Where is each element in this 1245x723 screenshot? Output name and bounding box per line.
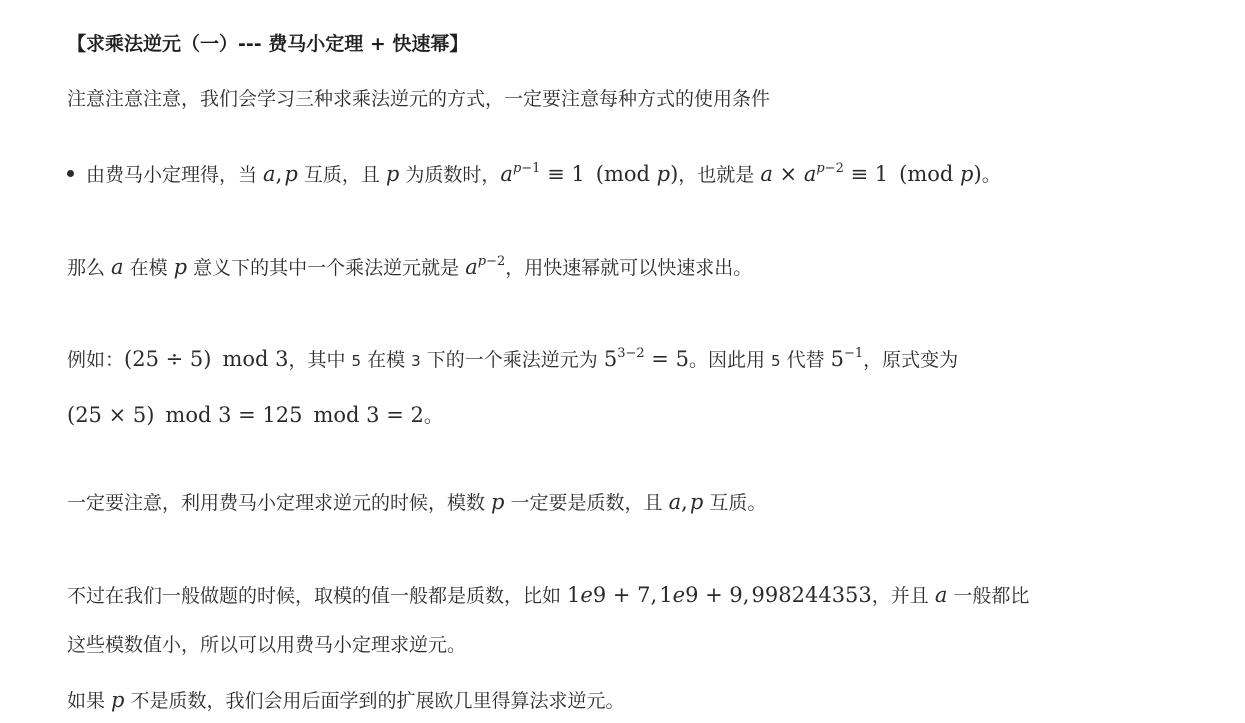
math-inverse-congruence: $a \times a^{p-2} \equiv 1$ (mod p): [760, 161, 982, 186]
warning-paragraph: 一定要注意，利用费马小定理求逆元的时候，模数 p 一定要是质数，且 a, p 互质。: [67, 490, 767, 514]
math-p: p: [491, 490, 505, 514]
math-fermat-congruence: $a^{p-1} \equiv 1$ (mod p): [500, 161, 679, 186]
intro-paragraph: 注意注意注意，我们会学习三种求乘法逆元的方式，一定要注意每种方式的使用条件: [67, 88, 771, 110]
note-paragraph-line-2: 这些模数值小，所以可以用费马小定理求逆元。: [67, 634, 467, 656]
last-paragraph: 如果 p 不是质数，我们会用后面学到的扩展欧几里得算法求逆元。: [67, 688, 625, 712]
math-5-pow-minus-1: $5^{-1}$: [830, 346, 864, 371]
fermat-bullet-item: 由费马小定理得，当 a, p 互质，且 p 为质数时，$a^{p-1} \equiv 1$ (mod p)，也就是 $a \times a^{p-2} \equiv 1$ (mod p)。: [67, 160, 1001, 189]
math-25-times-5-result: (25 × 5) mod 3 = 125 mod 3 = 2: [67, 403, 424, 427]
math-p: p: [385, 162, 400, 186]
math-p: p: [173, 255, 188, 279]
bullet-icon: [67, 170, 74, 177]
inverse-paragraph: 那么 a 在模 p 意义下的其中一个乘法逆元就是 $a^{p-2}$，用快速幂就可以快速求出。: [67, 254, 753, 279]
math-p: p: [111, 688, 125, 712]
math-25-div-5-mod-3: (25 ÷ 5) mod 3: [124, 347, 289, 371]
math-a: a: [111, 255, 124, 279]
example-paragraph-line-1: 例如：(25 ÷ 5) mod 3，其中 5 在模 3 下的一个乘法逆元为 $5^{3-2} = 5$。因此用 5 代替 $5^{-1}$，原式变为: [67, 346, 959, 371]
note-paragraph-line-1: 不过在我们一般做题的时候，取模的值一般都是质数，比如 1e9 + 7, 1e9 + 9, 998244353，并且 a 一般都比: [67, 583, 1030, 607]
math-5-pow-3-minus-2: $5^{3-2} = 5$: [603, 346, 689, 371]
math-common-moduli: 1e9 + 7, 1e9 + 9, 998244353: [567, 583, 872, 607]
math-a-pow-p-minus-2: $a^{p-2}$: [465, 254, 506, 279]
example-paragraph-line-2: (25 × 5) mod 3 = 125 mod 3 = 2。: [67, 403, 443, 427]
math-a-p: a, p: [263, 162, 298, 186]
math-a: a: [934, 583, 948, 607]
math-a-p: a, p: [668, 490, 704, 514]
section-heading: 【求乘法逆元（一）--- 费马小定理 + 快速幂】: [67, 33, 469, 55]
